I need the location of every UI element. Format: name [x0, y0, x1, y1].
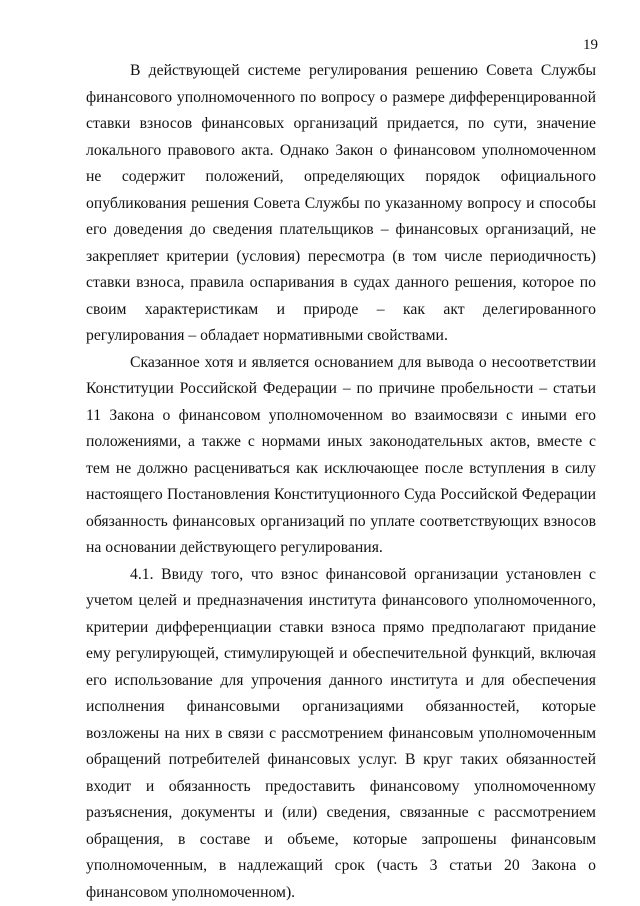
document-body — [86, 58, 596, 906]
paragraph-3: 4.1. Ввиду того, что взнос финансовой организации установлен с учетом целей и предназначения института финансового уполномоченного, критерии дифференциации ставки взноса прямо предполагают придание ему регулирующей, стимулирующей и обеспечительной функций, включая его использование для упрочения данного института и для обеспечения исполнения финансовыми организациями обязанностей, которые возложены на них в связи с рассмотрением финансовым уполномоченным обращений потребителей финансовых услуг. В круг таких обязанностей входит и обязанность предоставить финансовому уполномоченному разъяснения, документы и (или) сведения, связанные с рассмотрением обращения, в составе и объеме, которые запрошены финансовым уполномоченным, в надлежащий срок (часть 3 статьи 20 Закона о финансовом уполномоченном). — [86, 562, 596, 906]
paragraph-1: В действующей системе регулирования решению Совета Службы финансового уполномоченного по вопросу о размере дифференцированной ставки взносов финансовых организаций придается, по сути, значение локального правового акта. Однако Закон о финансовом уполномоченном не содержит положений, определяющих порядок официального опубликования решения Совета Службы по указанному вопросу и способы его доведения до сведения плательщиков – финансовых организаций, не закрепляет критерии (условия) пересмотра (в том числе периодичность) ставки взноса, правила оспаривания в судах данного решения, которое по своим характеристикам и природе – как акт делегированного регулирования – обладает нормативными свойствами. — [86, 58, 596, 350]
page-number: 19 — [583, 36, 598, 54]
paragraph-2: Сказанное хотя и является основанием для вывода о несоответствии Конституции Российской Федерации – по причине пробельности – статьи 11 Закона о финансовом уполномоченном во взаимосвязи с иными его положениями, а также с нормами иных законодательных актов, вместе с тем не должно расцениваться как исключающее после вступления в силу настоящего Постановления Конституционного Суда Российской Федерации обязанность финансовых организаций по уплате соответствующих взносов на основании действующего регулирования. — [86, 350, 596, 562]
